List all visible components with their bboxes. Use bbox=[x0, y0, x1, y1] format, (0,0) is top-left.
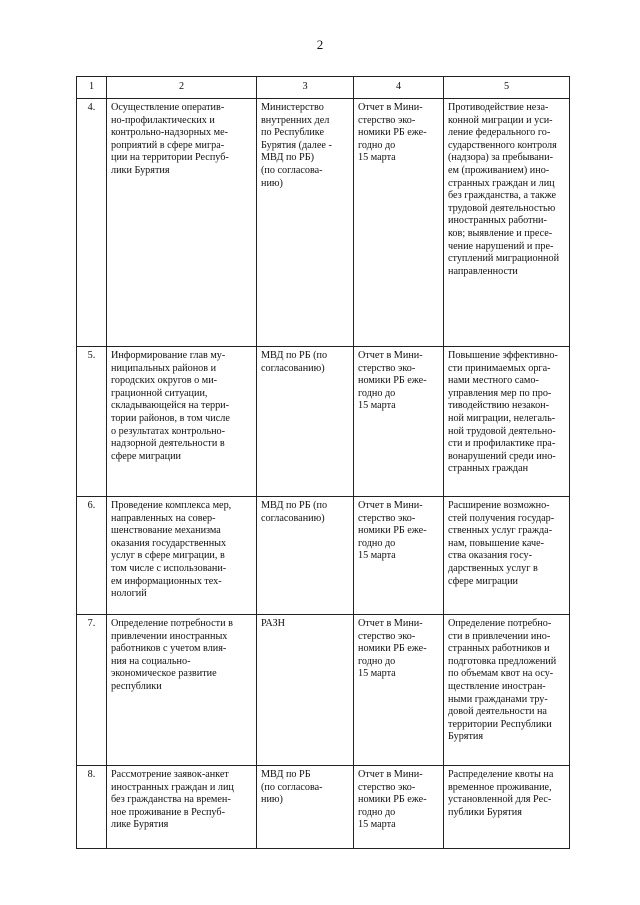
report-cell: Отчет в Мини- стерство эко- номики РБ еже- годно до 15 марта bbox=[354, 347, 444, 497]
executor-cell: МВД по РБ (по согласованию) bbox=[257, 497, 354, 615]
header-cell-3: 3 bbox=[257, 77, 354, 99]
table-row bbox=[77, 497, 570, 615]
executor-cell: МВД по РБ (по согласованию) bbox=[257, 347, 354, 497]
row-number: 7. bbox=[77, 615, 107, 766]
executor-cell: МВД по РБ (по согласова- нию) bbox=[257, 766, 354, 849]
result-cell: Расширение возможно- стей получения государ- ственных услуг гражда- нам, повышение каче- ства оказания госу- дарственных услуг в сфере миграции bbox=[444, 497, 570, 615]
result-cell: Повышение эффективно- сти принимаемых орга- нами местного само- управления мер по про- тиводействию незакон- ной миграции, нелегаль- ной трудовой деятельно- сти и профилактике пра- вонарушений среди ино- странных граждан bbox=[444, 347, 570, 497]
report-cell: Отчет в Мини- стерство эко- номики РБ еже- годно до 15 марта bbox=[354, 497, 444, 615]
result-cell: Распределение квоты на временное проживание, установленной для Рес- публики Бурятия bbox=[444, 766, 570, 849]
report-cell: Отчет в Мини- стерство эко- номики РБ еже- годно до 15 марта bbox=[354, 615, 444, 766]
table-row bbox=[77, 615, 570, 766]
action-cell: Проведение комплекса мер, направленных на совер- шенствование механизма оказания государственных услуг в сфере миграции, в том числе с использовани- ем информационных тех- нологий bbox=[107, 497, 257, 615]
action-cell: Определение потребности в привлечении иностранных работников с учетом влия- ния на социально- экономическое развитие республики bbox=[107, 615, 257, 766]
header-cell-5: 5 bbox=[444, 77, 570, 99]
action-cell: Рассмотрение заявок-анкет иностранных граждан и лиц без гражданства на времен- ное проживание в Респуб- лике Бурятия bbox=[107, 766, 257, 849]
row-number: 8. bbox=[77, 766, 107, 849]
row-number: 4. bbox=[77, 99, 107, 347]
action-cell: Информирование глав му- ниципальных районов и городских округов о ми- грационной ситуации, складывающейся на терри- тории районов, в том числе о результатах контрольно- надзорной деятельности в сфере миграции bbox=[107, 347, 257, 497]
table-row bbox=[77, 347, 570, 497]
result-cell: Определение потребно- сти в привлечении ино- странных работников и подготовка предложений по объемам квот на осу- ществление иностран- ными гражданами тру- довой деятельности на территории Республики Бурятия bbox=[444, 615, 570, 766]
executor-cell: РАЗН bbox=[257, 615, 354, 766]
plan-table bbox=[76, 76, 570, 849]
table-header-row bbox=[77, 77, 570, 99]
report-cell: Отчет в Мини- стерство эко- номики РБ еже- годно до 15 марта bbox=[354, 99, 444, 347]
header-cell-1: 1 bbox=[77, 77, 107, 99]
header-cell-4: 4 bbox=[354, 77, 444, 99]
page-number: 2 bbox=[316, 37, 324, 52]
report-cell: Отчет в Мини- стерство эко- номики РБ еже- годно до 15 марта bbox=[354, 766, 444, 849]
row-number: 6. bbox=[77, 497, 107, 615]
header-cell-2: 2 bbox=[107, 77, 257, 99]
row-number: 5. bbox=[77, 347, 107, 497]
table-row bbox=[77, 99, 570, 347]
executor-cell: Министерство внутренних дел по Республике Бурятия (далее - МВД по РБ) (по согласова- нию) bbox=[257, 99, 354, 347]
result-cell: Противодействие неза- конной миграции и уси- ление федерального го- сударственного контроля (надзора) за пребывани- ем (проживанием) ино- странных граждан и лиц без гражданства, а также трудовой деятельностью иностранных работни- ков; выявление и пресе- чение нарушений и пре- ступлений миграционной направленности bbox=[444, 99, 570, 347]
table-row bbox=[77, 766, 570, 849]
action-cell: Осуществление оператив- но-профилактических и контрольно-надзорных ме- роприятий в сфере мигра- ции на территории Респуб- лики Бурятия bbox=[107, 99, 257, 347]
